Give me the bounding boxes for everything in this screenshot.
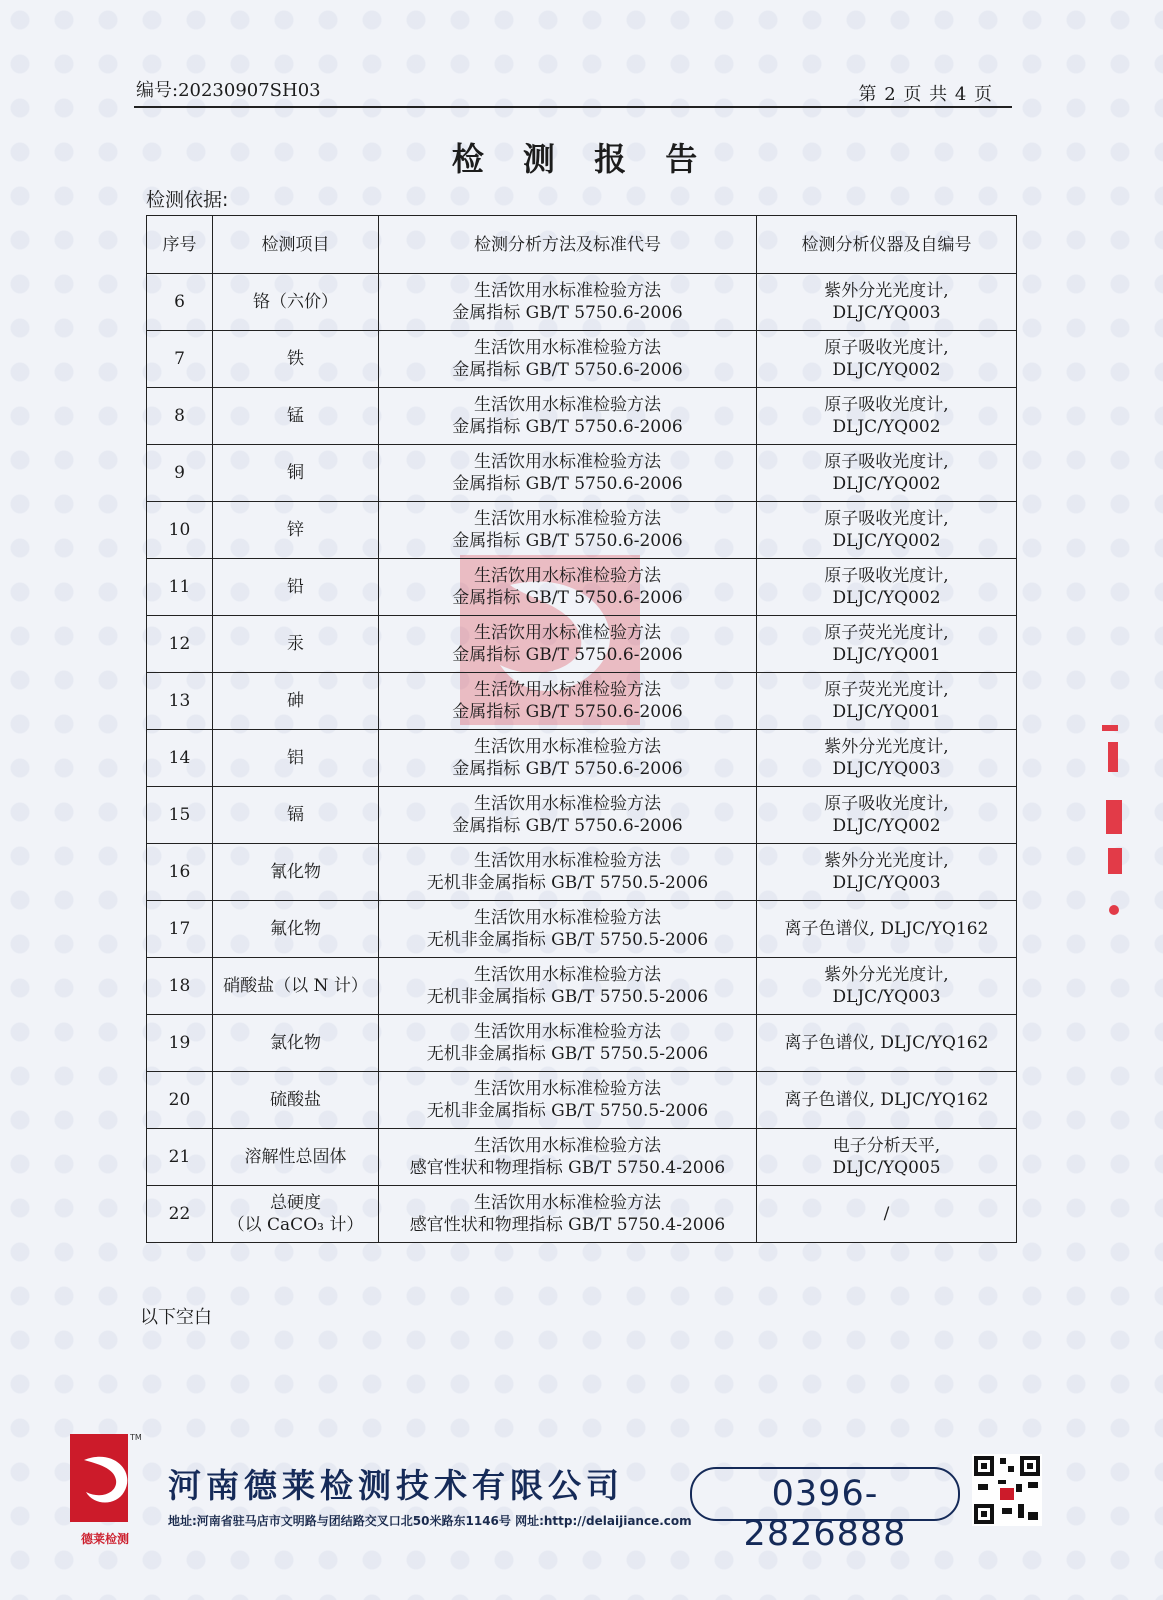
table-row	[147, 730, 1017, 787]
cell-instrument: 紫外分光光度计, DLJC/YQ003	[757, 274, 1017, 331]
cell-item: 铜	[213, 445, 379, 502]
cell-item: 溶解性总固体	[213, 1129, 379, 1186]
cell-item: 砷	[213, 673, 379, 730]
table-row	[147, 844, 1017, 901]
cell-item: 铝	[213, 730, 379, 787]
basis-label: 检测依据:	[146, 189, 229, 211]
cell-instrument: 离子色谱仪, DLJC/YQ162	[757, 1015, 1017, 1072]
cell-instrument: /	[757, 1186, 1017, 1243]
cell-no: 7	[147, 331, 213, 388]
cell-no: 17	[147, 901, 213, 958]
table-row	[147, 274, 1017, 331]
cell-instrument: 原子吸收光度计, DLJC/YQ002	[757, 388, 1017, 445]
cell-no: 12	[147, 616, 213, 673]
cell-item: 镉	[213, 787, 379, 844]
table-row	[147, 673, 1017, 730]
cell-item: 铬（六价）	[213, 274, 379, 331]
cell-item: 铅	[213, 559, 379, 616]
cell-instrument: 原子吸收光度计, DLJC/YQ002	[757, 559, 1017, 616]
cell-no: 11	[147, 559, 213, 616]
cell-no: 16	[147, 844, 213, 901]
cell-method: 生活饮用水标准检验方法 金属指标 GB/T 5750.6-2006	[379, 274, 757, 331]
cell-no: 19	[147, 1015, 213, 1072]
table-row	[147, 331, 1017, 388]
cell-instrument: 原子吸收光度计, DLJC/YQ002	[757, 445, 1017, 502]
cell-no: 15	[147, 787, 213, 844]
cell-instrument: 紫外分光光度计, DLJC/YQ003	[757, 730, 1017, 787]
cell-method: 生活饮用水标准检验方法 感官性状和物理指标 GB/T 5750.4-2006	[379, 1129, 757, 1186]
cell-instrument: 紫外分光光度计, DLJC/YQ003	[757, 844, 1017, 901]
cell-instrument: 原子荧光光度计, DLJC/YQ001	[757, 616, 1017, 673]
cell-method: 生活饮用水标准检验方法 无机非金属指标 GB/T 5750.5-2006	[379, 1015, 757, 1072]
phone-number: 0396-2826888	[743, 1474, 907, 1554]
blank-below-note: 以下空白	[140, 1307, 212, 1328]
cell-no: 22	[147, 1186, 213, 1243]
header-method: 检测分析方法及标准代号	[379, 216, 757, 274]
cell-no: 13	[147, 673, 213, 730]
cell-item: 氟化物	[213, 901, 379, 958]
cell-instrument: 原子吸收光度计, DLJC/YQ002	[757, 502, 1017, 559]
cell-no: 9	[147, 445, 213, 502]
cell-item: 氯化物	[213, 1015, 379, 1072]
table-row	[147, 1015, 1017, 1072]
cell-method: 生活饮用水标准检验方法 金属指标 GB/T 5750.6-2006	[379, 673, 757, 730]
cell-method: 生活饮用水标准检验方法 金属指标 GB/T 5750.6-2006	[379, 787, 757, 844]
cell-method: 生活饮用水标准检验方法 无机非金属指标 GB/T 5750.5-2006	[379, 1072, 757, 1129]
seal-stamp-icon	[1100, 720, 1130, 930]
page-title: 检 测 报 告	[451, 140, 712, 178]
cell-item: 硫酸盐	[213, 1072, 379, 1129]
table-row	[147, 1129, 1017, 1186]
cell-method: 生活饮用水标准检验方法 金属指标 GB/T 5750.6-2006	[379, 616, 757, 673]
cell-item: 硝酸盐（以 N 计）	[213, 958, 379, 1015]
header-divider	[134, 106, 1012, 108]
cell-method: 生活饮用水标准检验方法 金属指标 GB/T 5750.6-2006	[379, 730, 757, 787]
cell-instrument: 电子分析天平, DLJC/YQ005	[757, 1129, 1017, 1186]
table-row	[147, 388, 1017, 445]
header-instrument: 检测分析仪器及自编号	[757, 216, 1017, 274]
cell-instrument: 离子色谱仪, DLJC/YQ162	[757, 901, 1017, 958]
cell-item: 铁	[213, 331, 379, 388]
cell-instrument: 紫外分光光度计, DLJC/YQ003	[757, 958, 1017, 1015]
cell-item: 氰化物	[213, 844, 379, 901]
cell-no: 21	[147, 1129, 213, 1186]
cell-method: 生活饮用水标准检验方法 金属指标 GB/T 5750.6-2006	[379, 445, 757, 502]
table-row	[147, 445, 1017, 502]
cell-no: 18	[147, 958, 213, 1015]
test-basis-table	[146, 215, 1017, 1243]
cell-instrument: 原子吸收光度计, DLJC/YQ002	[757, 331, 1017, 388]
cell-item: 汞	[213, 616, 379, 673]
cell-method: 生活饮用水标准检验方法 金属指标 GB/T 5750.6-2006	[379, 559, 757, 616]
table-header-row	[147, 216, 1017, 274]
cell-instrument: 离子色谱仪, DLJC/YQ162	[757, 1072, 1017, 1129]
cell-method: 生活饮用水标准检验方法 无机非金属指标 GB/T 5750.5-2006	[379, 901, 757, 958]
trademark-mark: TM	[130, 1433, 142, 1442]
cell-item: 锰	[213, 388, 379, 445]
cell-instrument: 原子荧光光度计, DLJC/YQ001	[757, 673, 1017, 730]
table-row	[147, 958, 1017, 1015]
phone-badge	[690, 1467, 960, 1554]
company-name: 河南德莱检测技术有限公司	[168, 1466, 624, 1505]
cell-method: 生活饮用水标准检验方法 无机非金属指标 GB/T 5750.5-2006	[379, 958, 757, 1015]
header-item: 检测项目	[213, 216, 379, 274]
company-footer	[0, 1430, 1163, 1560]
table-row	[147, 787, 1017, 844]
company-address: 地址:河南省驻马店市文明路与团结路交叉口北50米路东1146号 网址:http://delaijiance.com	[168, 1514, 692, 1528]
header-no: 序号	[147, 216, 213, 274]
table-row	[147, 901, 1017, 958]
cell-no: 10	[147, 502, 213, 559]
table-row	[147, 1186, 1017, 1243]
cell-no: 8	[147, 388, 213, 445]
cell-method: 生活饮用水标准检验方法 金属指标 GB/T 5750.6-2006	[379, 502, 757, 559]
document-number: 编号:20230907SH03	[136, 80, 321, 101]
cell-item: 锌	[213, 502, 379, 559]
logo-caption: 德莱检测	[80, 1532, 129, 1546]
cell-method: 生活饮用水标准检验方法 无机非金属指标 GB/T 5750.5-2006	[379, 844, 757, 901]
table-row	[147, 616, 1017, 673]
table-row	[147, 1072, 1017, 1129]
qr-code-icon[interactable]	[972, 1454, 1042, 1526]
cell-no: 20	[147, 1072, 213, 1129]
table-row	[147, 559, 1017, 616]
table-row	[147, 502, 1017, 559]
cell-instrument: 原子吸收光度计, DLJC/YQ002	[757, 787, 1017, 844]
cell-item: 总硬度 （以 CaCO₃ 计）	[213, 1186, 379, 1243]
cell-no: 6	[147, 274, 213, 331]
cell-method: 生活饮用水标准检验方法 金属指标 GB/T 5750.6-2006	[379, 331, 757, 388]
cell-method: 生活饮用水标准检验方法 感官性状和物理指标 GB/T 5750.4-2006	[379, 1186, 757, 1243]
cell-no: 14	[147, 730, 213, 787]
cell-method: 生活饮用水标准检验方法 金属指标 GB/T 5750.6-2006	[379, 388, 757, 445]
company-logo-icon	[66, 1430, 144, 1528]
page-indicator: 第 2 页 共 4 页	[858, 84, 993, 105]
